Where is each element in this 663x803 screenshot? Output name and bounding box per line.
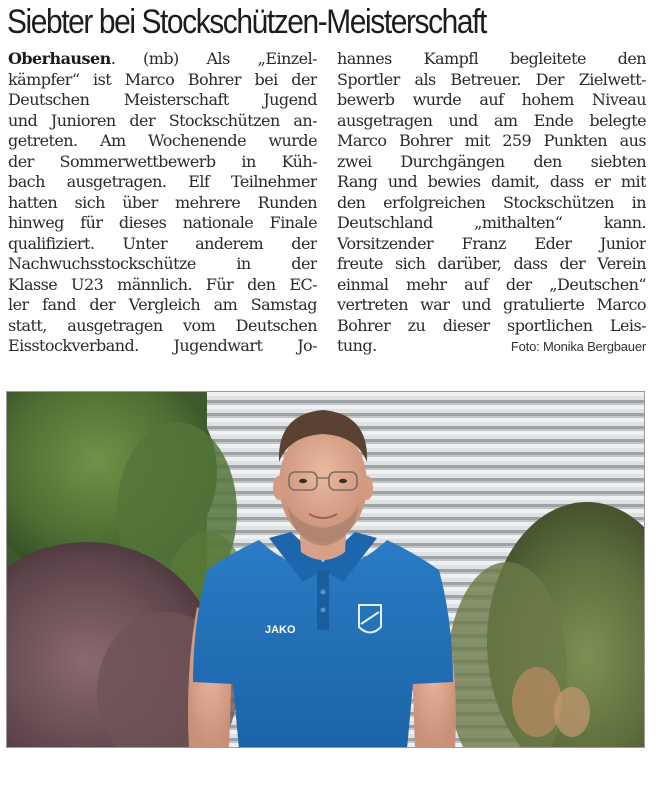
text-line: Rang und bewies damit, dass er mit [337, 172, 646, 191]
dateline: Oberhausen [8, 49, 111, 68]
text-line: Eisstockverband. Jugendwart Jo- [8, 336, 317, 355]
text-line: Bohrer zu dieser sportlichen Leis- [337, 315, 646, 335]
text-line: ausgetragen und am Ende belegte [337, 110, 646, 130]
text-line: kämpfer“ ist Marco Bohrer bei der [8, 69, 317, 89]
text-line: bewerb wurde auf hohem Niveau [337, 90, 646, 109]
text-line: Deutschland „mithalten“ kann. [337, 213, 646, 232]
text-line: Marco Bohrer mit 259 Punkten aus [337, 131, 646, 150]
text-line: und Junioren der Stockschützen an- [8, 110, 317, 130]
text-line: Sportler als Betreuer. Der Zielwett- [337, 69, 646, 89]
text-line: tung. [337, 336, 377, 355]
text-line: Deutschen Meisterschaft Jugend [8, 90, 317, 109]
shirt-brand-label: JAKO [265, 624, 296, 636]
text-line: einmal mehr auf der „Deutschen“ [337, 274, 646, 294]
text-line: der Sommerwettbewerb in Küh- [8, 151, 317, 171]
text-line: vertreten war und gratulierte Marco [337, 295, 646, 314]
text-line: Klasse U23 männlich. Für den EC- [8, 274, 317, 294]
portrait-photo-illustration [7, 392, 645, 748]
text-line: hinweg für dieses nationale Finale [8, 213, 317, 232]
text-line: Vorsitzender Franz Eder Junior [337, 233, 646, 253]
text-line: den erfolgreichen Stockschützen in [337, 192, 646, 212]
last-line-with-credit [337, 336, 646, 358]
text-line: statt, ausgetragen vom Deutschen [8, 315, 317, 335]
article-photo [6, 391, 645, 748]
text-line: Nachwuchsstockschütze in der [8, 254, 317, 273]
text-line: hannes Kampfl begleitete den [337, 49, 646, 68]
text-line: qualifiziert. Unter anderem der [8, 233, 317, 253]
article-column-right [337, 49, 646, 358]
article-column-left [8, 49, 317, 357]
text-line: bach ausgetragen. Elf Teilnehmer [8, 172, 317, 191]
text-line: ler fand der Vergleich am Samstag [8, 295, 317, 314]
text-line: Oberhausen. (mb) Als „Einzel- [8, 49, 317, 68]
article-headline: Siebter bei Stockschützen-Meisterschaft [7, 3, 486, 41]
text-line: hatten sich über mehrere Runden [8, 192, 317, 212]
text-line: getreten. Am Wochenende wurde [8, 131, 317, 150]
text-line: zwei Durchgängen den siebten [337, 151, 646, 171]
photo-credit: Foto: Monika Bergbauer [510, 339, 646, 354]
text-line: freute sich darüber, dass der Verein [337, 254, 646, 273]
